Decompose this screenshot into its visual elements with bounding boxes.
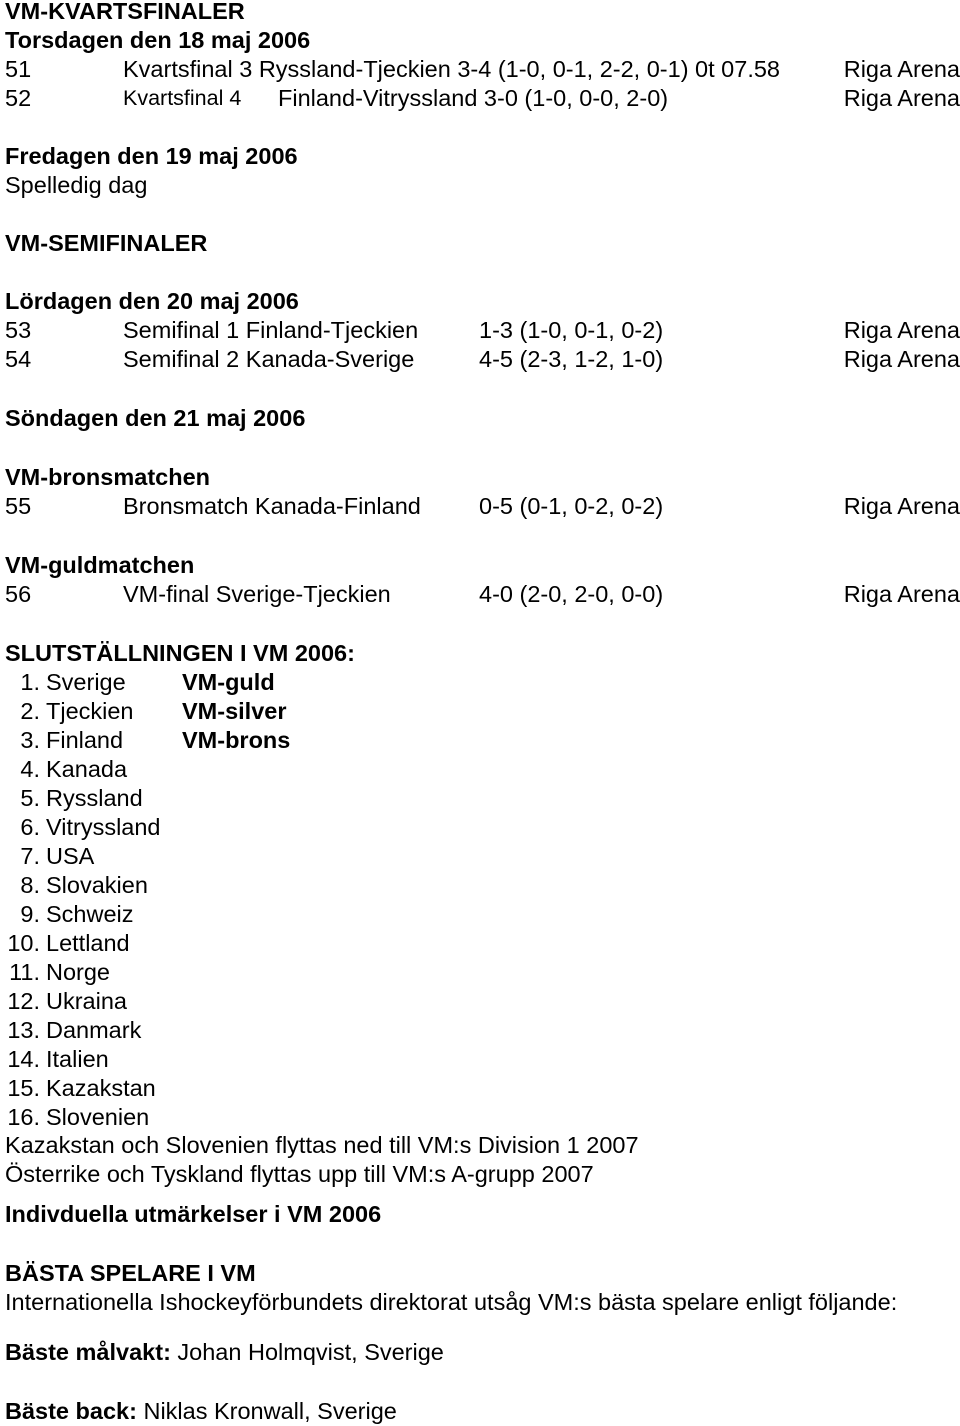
page-title: VM-KVARTSFINALER xyxy=(5,0,245,24)
best-back-line xyxy=(5,1397,397,1426)
standings-row xyxy=(0,958,960,987)
game-match: Bronsmatch Kanada-Finland xyxy=(123,493,421,519)
day-heading-20-may: Lördagen den 20 maj 2006 xyxy=(5,288,299,314)
gold-match-title: VM-guldmatchen xyxy=(5,552,195,578)
standings-rank: 8. xyxy=(20,872,40,898)
game-score: 1-3 (1-0, 0-1, 0-2) xyxy=(479,317,664,343)
standings-team: Ukraina xyxy=(46,988,127,1014)
game-row-52 xyxy=(0,84,960,113)
standings-rank: 6. xyxy=(20,814,40,840)
promotion-note: Österrike och Tyskland flyttas upp till VM:s A-grupp 2007 xyxy=(5,1161,594,1187)
standings-team: Finland xyxy=(46,727,124,753)
standings-team: USA xyxy=(46,843,95,869)
best-back-label: Bäste back: xyxy=(5,1398,137,1424)
awards-title: Indivduella utmärkelser i VM 2006 xyxy=(5,1201,382,1227)
standings-team: Italien xyxy=(46,1046,109,1072)
rest-day-note: Spelledig dag xyxy=(5,172,148,198)
standings-team: Norge xyxy=(46,959,111,985)
standings-rank: 15. xyxy=(7,1075,40,1101)
arena: Riga Arena xyxy=(843,581,960,607)
standings-rank: 3. xyxy=(20,727,40,753)
standings-row xyxy=(0,1103,960,1132)
standings-row xyxy=(0,1074,960,1103)
standings-row xyxy=(0,987,960,1016)
semifinals-title: VM-SEMIFINALER xyxy=(5,230,208,256)
standings-team: Slovakien xyxy=(46,872,148,898)
game-number: 53 xyxy=(5,317,32,343)
standings-row xyxy=(0,929,960,958)
game-score: 4-0 (2-0, 2-0, 0-0) xyxy=(479,581,664,607)
standings-rank: 11. xyxy=(9,959,40,985)
game-row-51 xyxy=(0,55,960,84)
game-number: 54 xyxy=(5,346,32,372)
standings-team: Schweiz xyxy=(46,901,134,927)
game-score: 4-5 (2-3, 1-2, 1-0) xyxy=(479,346,664,372)
game-row-54 xyxy=(0,345,960,374)
standings-team: Sverige xyxy=(46,669,126,695)
standings-rank: 2. xyxy=(20,698,40,724)
game-row-55 xyxy=(0,492,960,521)
standings-row xyxy=(0,900,960,929)
standings-rank: 13. xyxy=(7,1017,40,1043)
standings-team: Tjeckien xyxy=(46,698,134,724)
best-back-value: Niklas Kronwall, Sverige xyxy=(136,1398,397,1424)
game-number: 51 xyxy=(5,56,32,82)
best-players-title: BÄSTA SPELARE I VM xyxy=(5,1260,256,1286)
bronze-match-title: VM-bronsmatchen xyxy=(5,464,210,490)
standings-team: Vitryssland xyxy=(46,814,161,840)
standings-rank: 4. xyxy=(20,756,40,782)
standings-medal: VM-guld xyxy=(182,669,275,695)
standings-row xyxy=(0,1016,960,1045)
game-row-53 xyxy=(0,316,960,345)
standings-medal: VM-brons xyxy=(182,727,291,753)
standings-team: Slovenien xyxy=(46,1104,150,1130)
arena: Riga Arena xyxy=(843,317,960,343)
best-players-intro: Internationella Ishockeyförbundets direktorat utsåg VM:s bästa spelare enligt följande: xyxy=(5,1289,898,1315)
game-number: 55 xyxy=(5,493,32,519)
standings-rank: 9. xyxy=(20,901,40,927)
day-heading-19-may: Fredagen den 19 maj 2006 xyxy=(5,143,298,169)
standings-rank: 12. xyxy=(7,988,40,1014)
relegation-note: Kazakstan och Slovenien flyttas ned till VM:s Division 1 2007 xyxy=(5,1132,639,1158)
day-heading-18-may: Torsdagen den 18 maj 2006 xyxy=(5,27,311,53)
standings-team: Kanada xyxy=(46,756,128,782)
standings-row xyxy=(0,668,960,697)
game-number: 56 xyxy=(5,581,32,607)
standings-medal: VM-silver xyxy=(182,698,287,724)
standings-rank: 5. xyxy=(20,785,40,811)
best-goalie-line xyxy=(5,1338,444,1367)
best-goalie-value: Johan Holmqvist, Sverige xyxy=(170,1339,444,1365)
game-score: 0-5 (0-1, 0-2, 0-2) xyxy=(479,493,664,519)
standings-team: Lettland xyxy=(46,930,130,956)
standings-rank: 16. xyxy=(7,1104,40,1130)
game-details: Kvartsfinal 3 Ryssland-Tjeckien 3-4 (1-0, 0-1, 2-2, 0-1) 0t 07.58 xyxy=(123,56,780,82)
standings-team: Ryssland xyxy=(46,785,143,811)
standings-team: Kazakstan xyxy=(46,1075,156,1101)
standings-row xyxy=(0,697,960,726)
arena: Riga Arena xyxy=(843,56,960,82)
standings-team: Danmark xyxy=(46,1017,142,1043)
day-heading-21-may: Söndagen den 21 maj 2006 xyxy=(5,405,306,431)
arena: Riga Arena xyxy=(843,493,960,519)
game-round: Kvartsfinal 4 xyxy=(123,86,242,110)
game-details: Finland-Vitryssland 3-0 (1-0, 0-0, 2-0) xyxy=(278,85,669,111)
standings-row xyxy=(0,755,960,784)
standings-row xyxy=(0,784,960,813)
standings-row xyxy=(0,813,960,842)
standings-rank: 14. xyxy=(7,1046,40,1072)
game-match: Semifinal 1 Finland-Tjeckien xyxy=(123,317,419,343)
best-goalie-label: Bäste målvakt: xyxy=(5,1339,171,1365)
standings-row xyxy=(0,726,960,755)
standings-rank: 7. xyxy=(20,843,40,869)
standings-rank: 10. xyxy=(7,930,40,956)
arena: Riga Arena xyxy=(843,346,960,372)
standings-row xyxy=(0,842,960,871)
game-match: Semifinal 2 Kanada-Sverige xyxy=(123,346,415,372)
standings-rank: 1. xyxy=(20,669,40,695)
game-number: 52 xyxy=(5,85,32,111)
game-match: VM-final Sverige-Tjeckien xyxy=(123,581,391,607)
arena: Riga Arena xyxy=(843,85,960,111)
standings-row xyxy=(0,1045,960,1074)
game-row-56 xyxy=(0,580,960,609)
standings-row xyxy=(0,871,960,900)
standings-title: SLUTSTÄLLNINGEN I VM 2006: xyxy=(5,640,355,666)
